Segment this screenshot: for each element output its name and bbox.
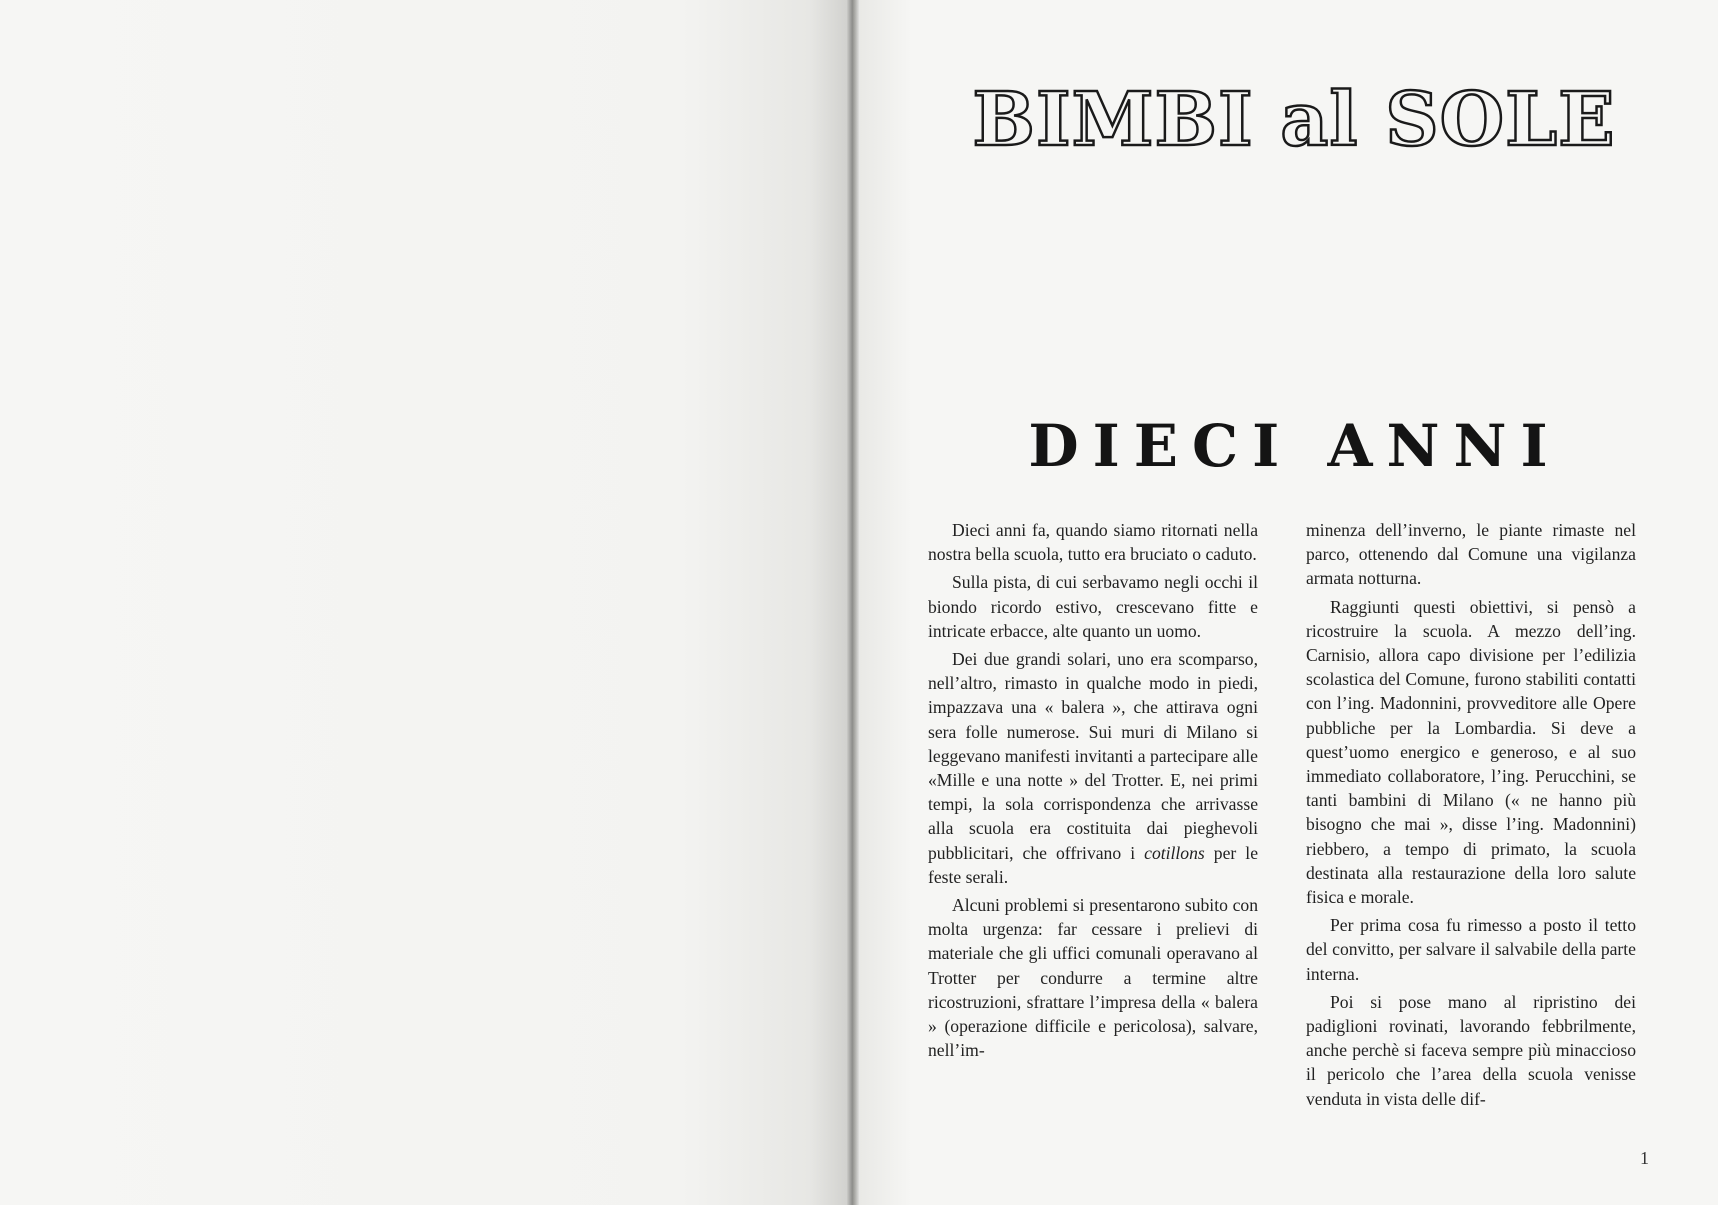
text-column-left <box>928 518 1258 1066</box>
paragraph-text: Alcuni problemi si presentarono subito con molta urgenza: far cessare i prelievi di materiale che gli uffici comunali operavano al Trotter per condurre a termine altre ricostruzioni, sfrattare l’impresa della « balera » (operazione difficile e pericolosa), salvare, nell’im- <box>928 895 1258 1061</box>
paragraph <box>1306 990 1636 1111</box>
paragraph-text: Per prima cosa fu rimesso a posto il tetto del convitto, per salvare il salvabile della parte interna. <box>1306 915 1636 984</box>
page-number: 1 <box>1640 1148 1649 1168</box>
paragraph <box>928 893 1258 1062</box>
paragraph-text: Poi si pose mano al ripristino dei padiglioni rovinati, lavorando febbrilmente, anche perchè si faceva sempre più minaccioso il pericolo che l’area della scuola venisse venduta in vista delle dif- <box>1306 991 1636 1109</box>
paragraph <box>1306 595 1636 910</box>
paragraph <box>928 518 1258 566</box>
paragraph-text: Dieci anni fa, quando siamo ritornati nella nostra bella scuola, tutto era bruciato o caduto. <box>928 520 1258 565</box>
paragraph <box>928 570 1258 643</box>
paragraph <box>1306 913 1636 986</box>
article-heading: DIECI ANNI <box>1028 412 1562 480</box>
paragraph-text: minenza dell’inverno, le piante rimaste nel parco, ottenendo dal Comune una vigilanza armata notturna. <box>1306 520 1636 589</box>
paragraph-italic: cotillons <box>1144 842 1205 863</box>
paragraph-text: Raggiunti questi obiettivi, si pensò a ricostruire la scuola. A mezzo dell’ing. Carnisio, allora capo divisione per l’edilizia scolastica del Comune, furono stabiliti contatti con l’ing. Madonnini, provveditore alle Opere pubbliche per la Lombardia. Si deve a quest’uomo energico e generoso, e al suo immediato collaboratore, l’ing. Perucchini, se tanti bambini di Milano (« ne hanno più bisogno che mai », disse l’ing. Madonnini) riebbero, a tempo di primato, la scuola destinata alla restaurazione della loro salute fisica e morale. <box>1306 596 1636 908</box>
paragraph <box>1306 518 1636 591</box>
left-page-blank <box>0 0 852 1205</box>
paragraph-text: per le feste serali. <box>928 842 1259 887</box>
masthead-title: BIMBI al SOLE <box>972 77 1616 163</box>
paragraph-text: Dei due grandi solari, uno era scomparso, nell’altro, rimasto in qualche modo in piedi, impazzava una « balera », che attirava ogni sera folle numerose. Sui muri di Milano si leggevano manifesti invitanti a partecipare alle «Mille e una notte » del Trotter. E, nei primi tempi, la sola corrispondenza che arrivasse alla scuola era costituita dai pieghevoli pubblicitari, che offrivano i <box>928 649 1258 863</box>
book-gutter <box>846 0 860 1205</box>
paragraph-text: Sulla pista, di cui serbavamo negli occhi il biondo ricordo estivo, crescevano fitte e intricate erbacce, alte quanto un uomo. <box>928 572 1258 641</box>
paragraph <box>928 647 1258 889</box>
text-column-right <box>1306 518 1636 1115</box>
